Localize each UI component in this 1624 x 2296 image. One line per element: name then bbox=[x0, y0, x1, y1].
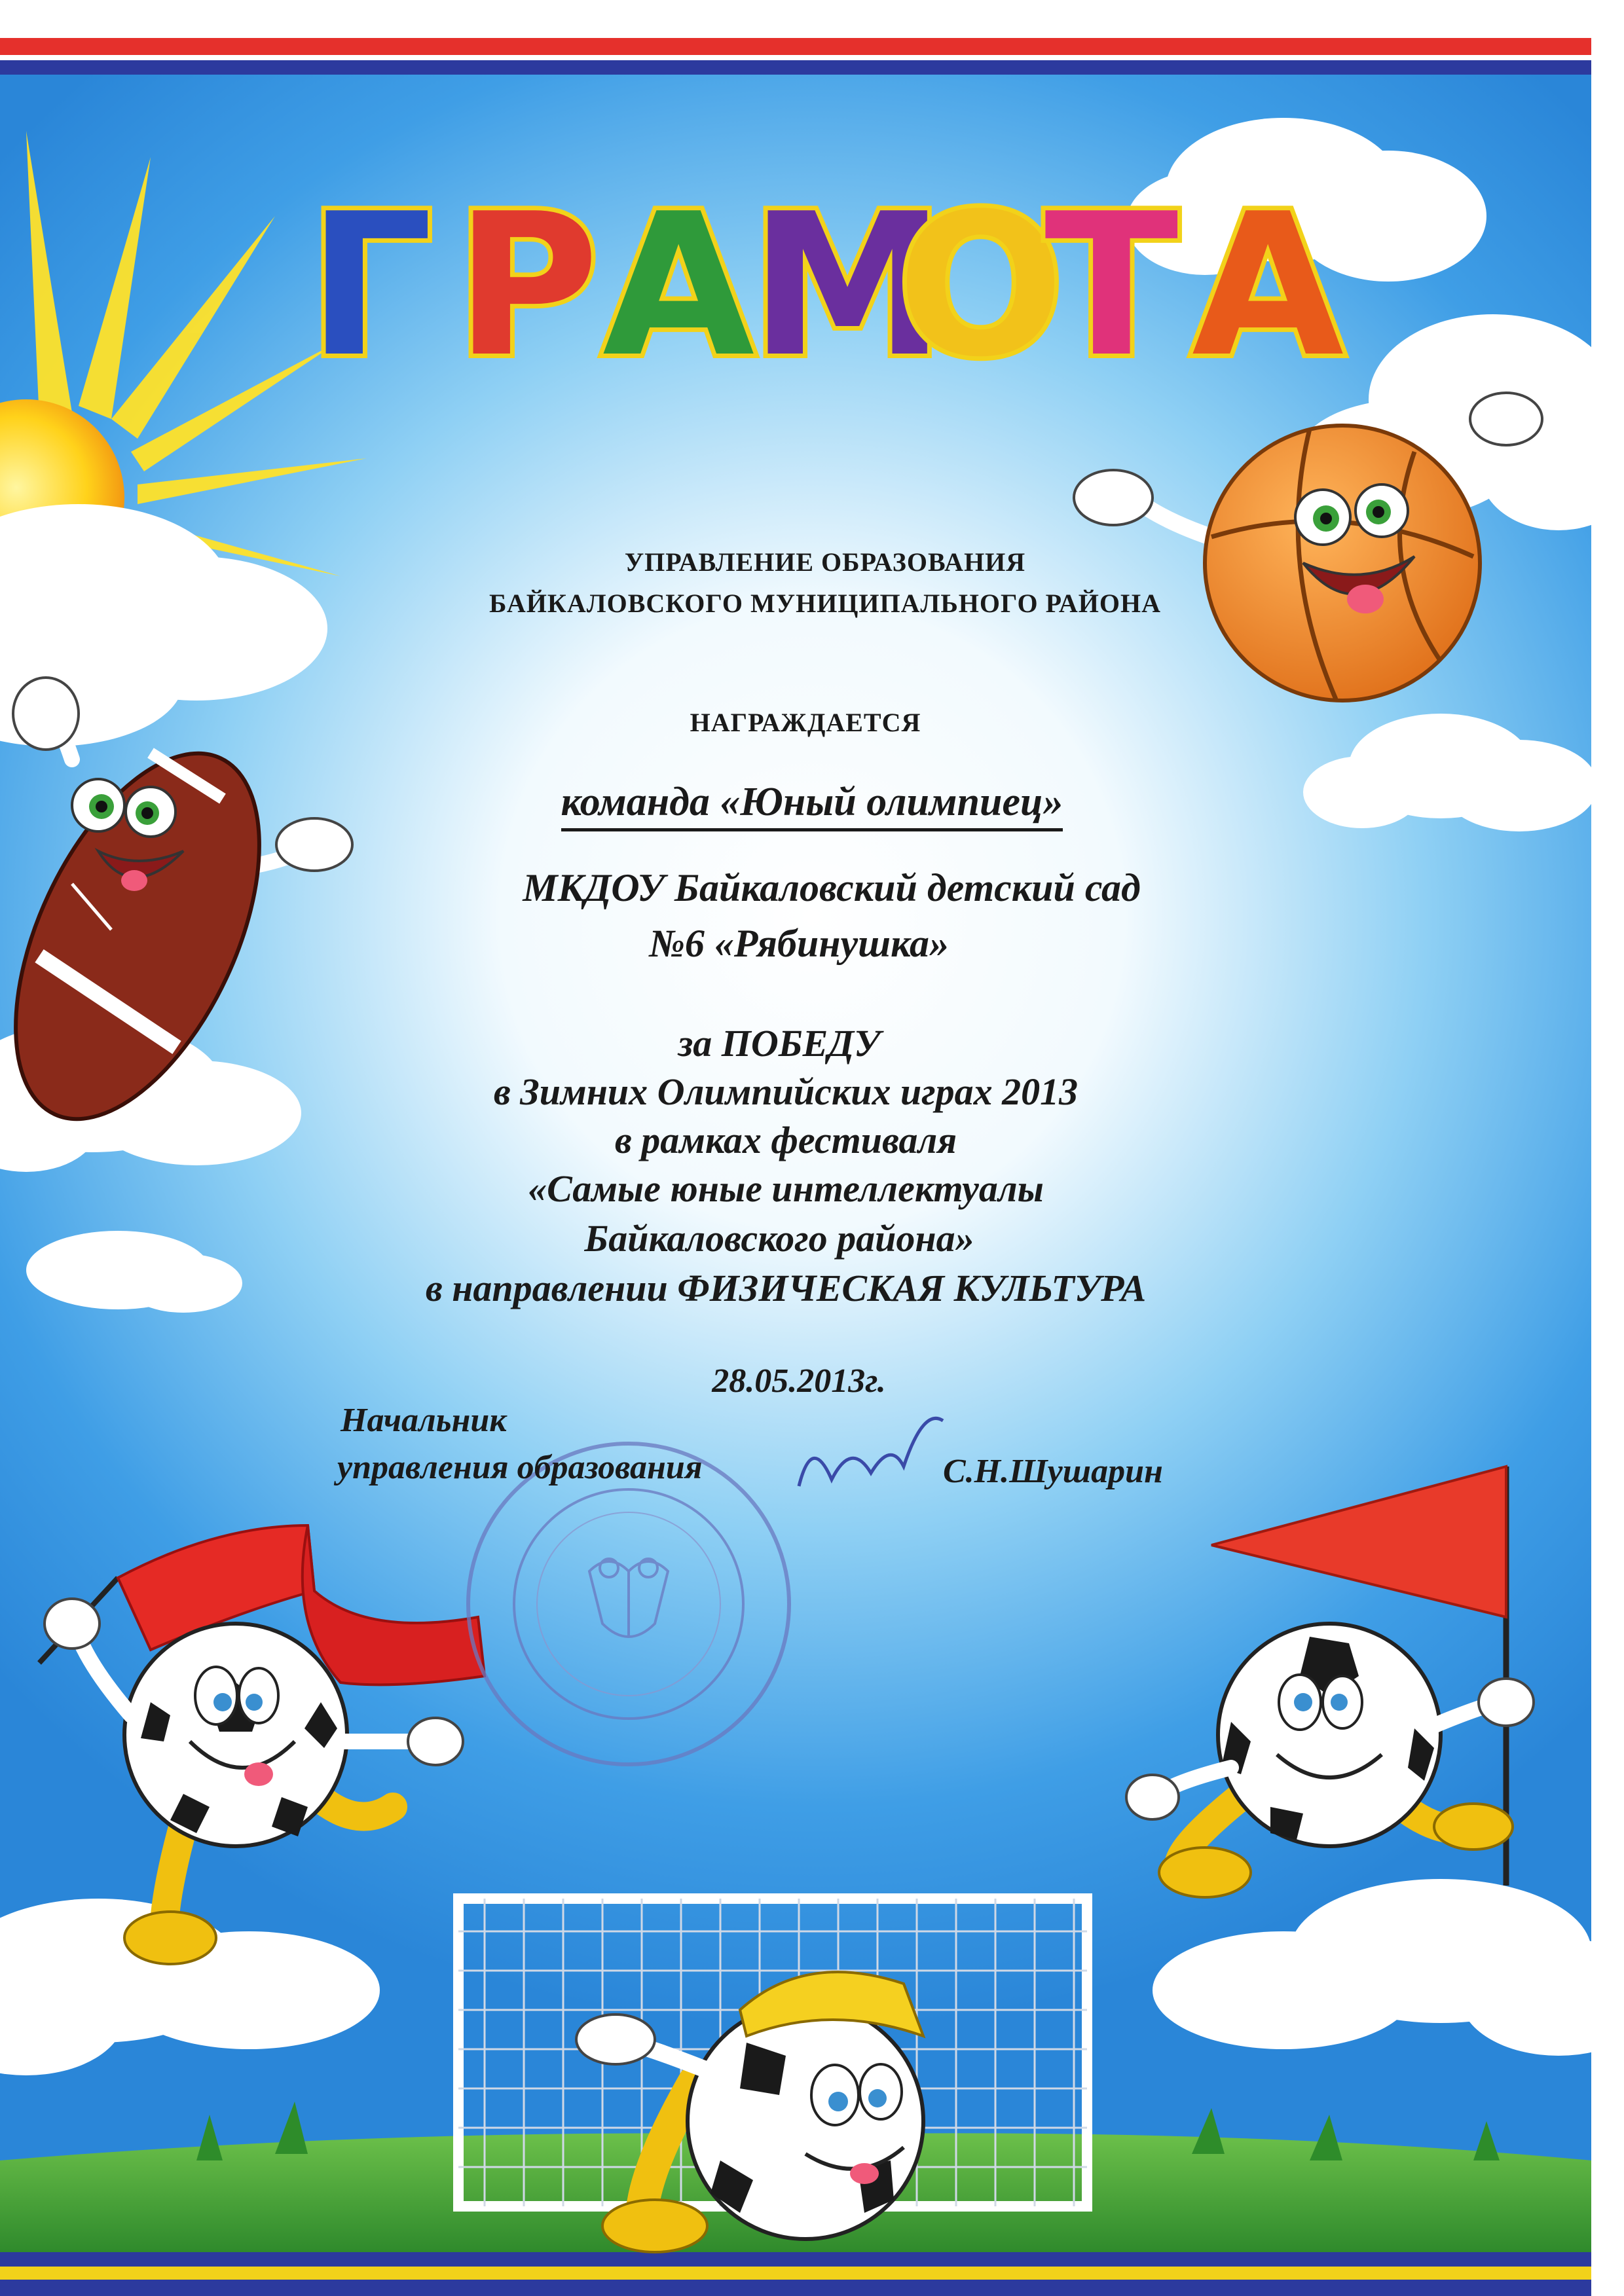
signer-position-line-1: Начальник bbox=[341, 1402, 507, 1439]
issuer-line-1: УПРАВЛЕНИЕ ОБРАЗОВАНИЯ bbox=[624, 547, 1026, 577]
institution-line-1: МКДОУ Байкаловский детский сад bbox=[523, 866, 1141, 909]
reason-line-6: в направлении ФИЗИЧЕСКАЯ КУЛЬТУРА bbox=[425, 1267, 1147, 1309]
reason-line-5: Байкаловского района» bbox=[584, 1217, 974, 1260]
reason-line-2: в Зимних Олимпийских играх 2013 bbox=[493, 1070, 1079, 1113]
title-letter: Т bbox=[1044, 172, 1179, 400]
title-letter: Р bbox=[455, 172, 599, 400]
reason-line-3: в рамках фестиваля bbox=[614, 1119, 957, 1161]
title-graphic bbox=[0, 0, 1624, 406]
signer-position-line-2: управления образования bbox=[337, 1449, 703, 1486]
awarded-label: НАГРАЖДАЕТСЯ bbox=[690, 708, 921, 737]
recipient-team-row bbox=[0, 779, 1624, 831]
title-letter: А bbox=[1192, 172, 1344, 400]
reason-line-1: за ПОБЕДУ bbox=[678, 1022, 881, 1065]
issuer-line-2: БАЙКАЛОВСКОГО МУНИЦИПАЛЬНОГО РАЙОНА bbox=[489, 589, 1161, 618]
signer-name: С.Н.Шушарин bbox=[943, 1453, 1163, 1490]
institution-line-2: №6 «Рябинушка» bbox=[648, 922, 950, 965]
bottom-stripes bbox=[0, 2252, 1591, 2296]
title-letter: А bbox=[602, 172, 755, 400]
recipient-team: команда «Юный олимпиец» bbox=[561, 779, 1063, 831]
title-letter: О bbox=[897, 172, 1065, 400]
title-letter: Г bbox=[308, 172, 434, 400]
award-date: 28.05.2013г. bbox=[712, 1362, 886, 1400]
title-letter: М bbox=[750, 172, 946, 400]
reason-line-4: «Самые юные интеллектуалы bbox=[528, 1167, 1044, 1210]
